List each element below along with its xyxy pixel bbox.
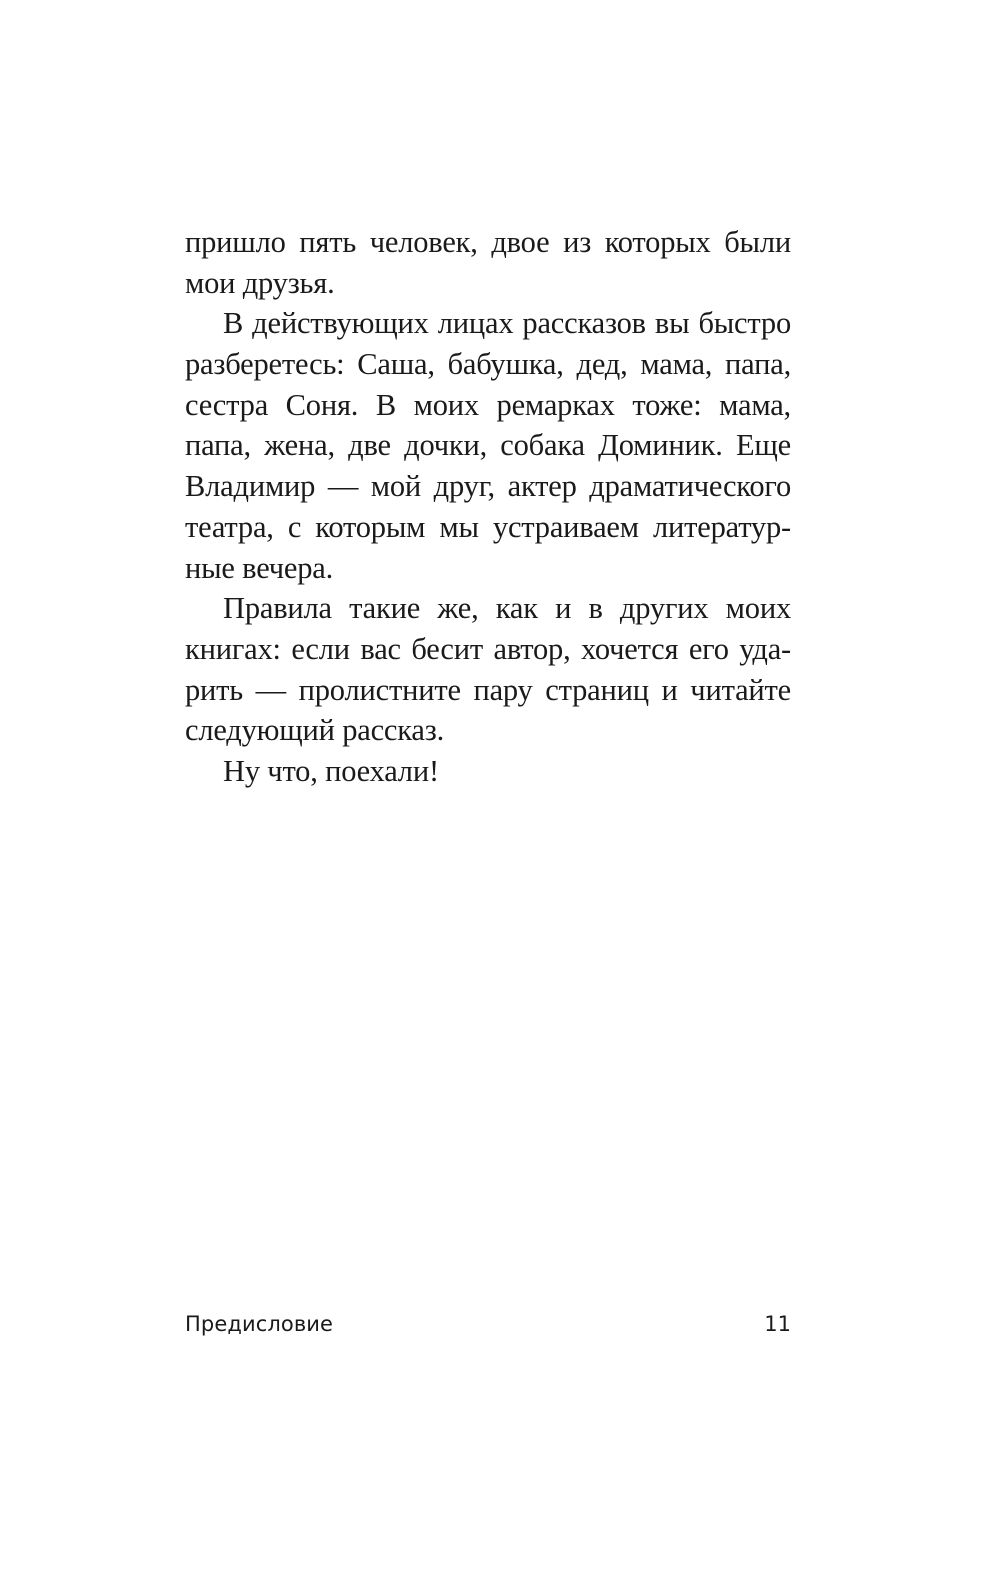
- text-line: рить — пролистните пару страниц и читайте: [185, 672, 791, 707]
- page-footer: [185, 1306, 791, 1342]
- running-title: Предисловие: [185, 1312, 334, 1336]
- text-line: театра, с которым мы устраиваем литератур-: [185, 509, 791, 544]
- text-line: Правила такие же, как и в других моих: [223, 591, 791, 626]
- text-line: следующий рассказ.: [185, 713, 445, 748]
- text-line: ные вечера.: [185, 550, 334, 585]
- body-text: [185, 222, 791, 792]
- text-line: разберетесь: Саша, бабушка, дед, мама, папа,: [185, 347, 791, 382]
- text-line: папа, жена, две дочки, собака Доминик. Еще: [185, 428, 791, 463]
- text-line: мои друзья.: [185, 265, 335, 300]
- text-line: Ну что, поехали!: [223, 753, 439, 788]
- text-line: пришло пять человек, двое из которых были: [185, 225, 791, 259]
- text-line: Владимир — мой друг, актер драматического: [185, 469, 791, 504]
- text-line: книгах: если вас бесит автор, хочется его уда-: [185, 631, 791, 666]
- text-line: сестра Соня. В моих ремарках тоже: мама,: [185, 387, 791, 422]
- text-line: В действующих лицах рассказов вы быстро: [223, 306, 791, 341]
- page-number: 11: [764, 1312, 791, 1336]
